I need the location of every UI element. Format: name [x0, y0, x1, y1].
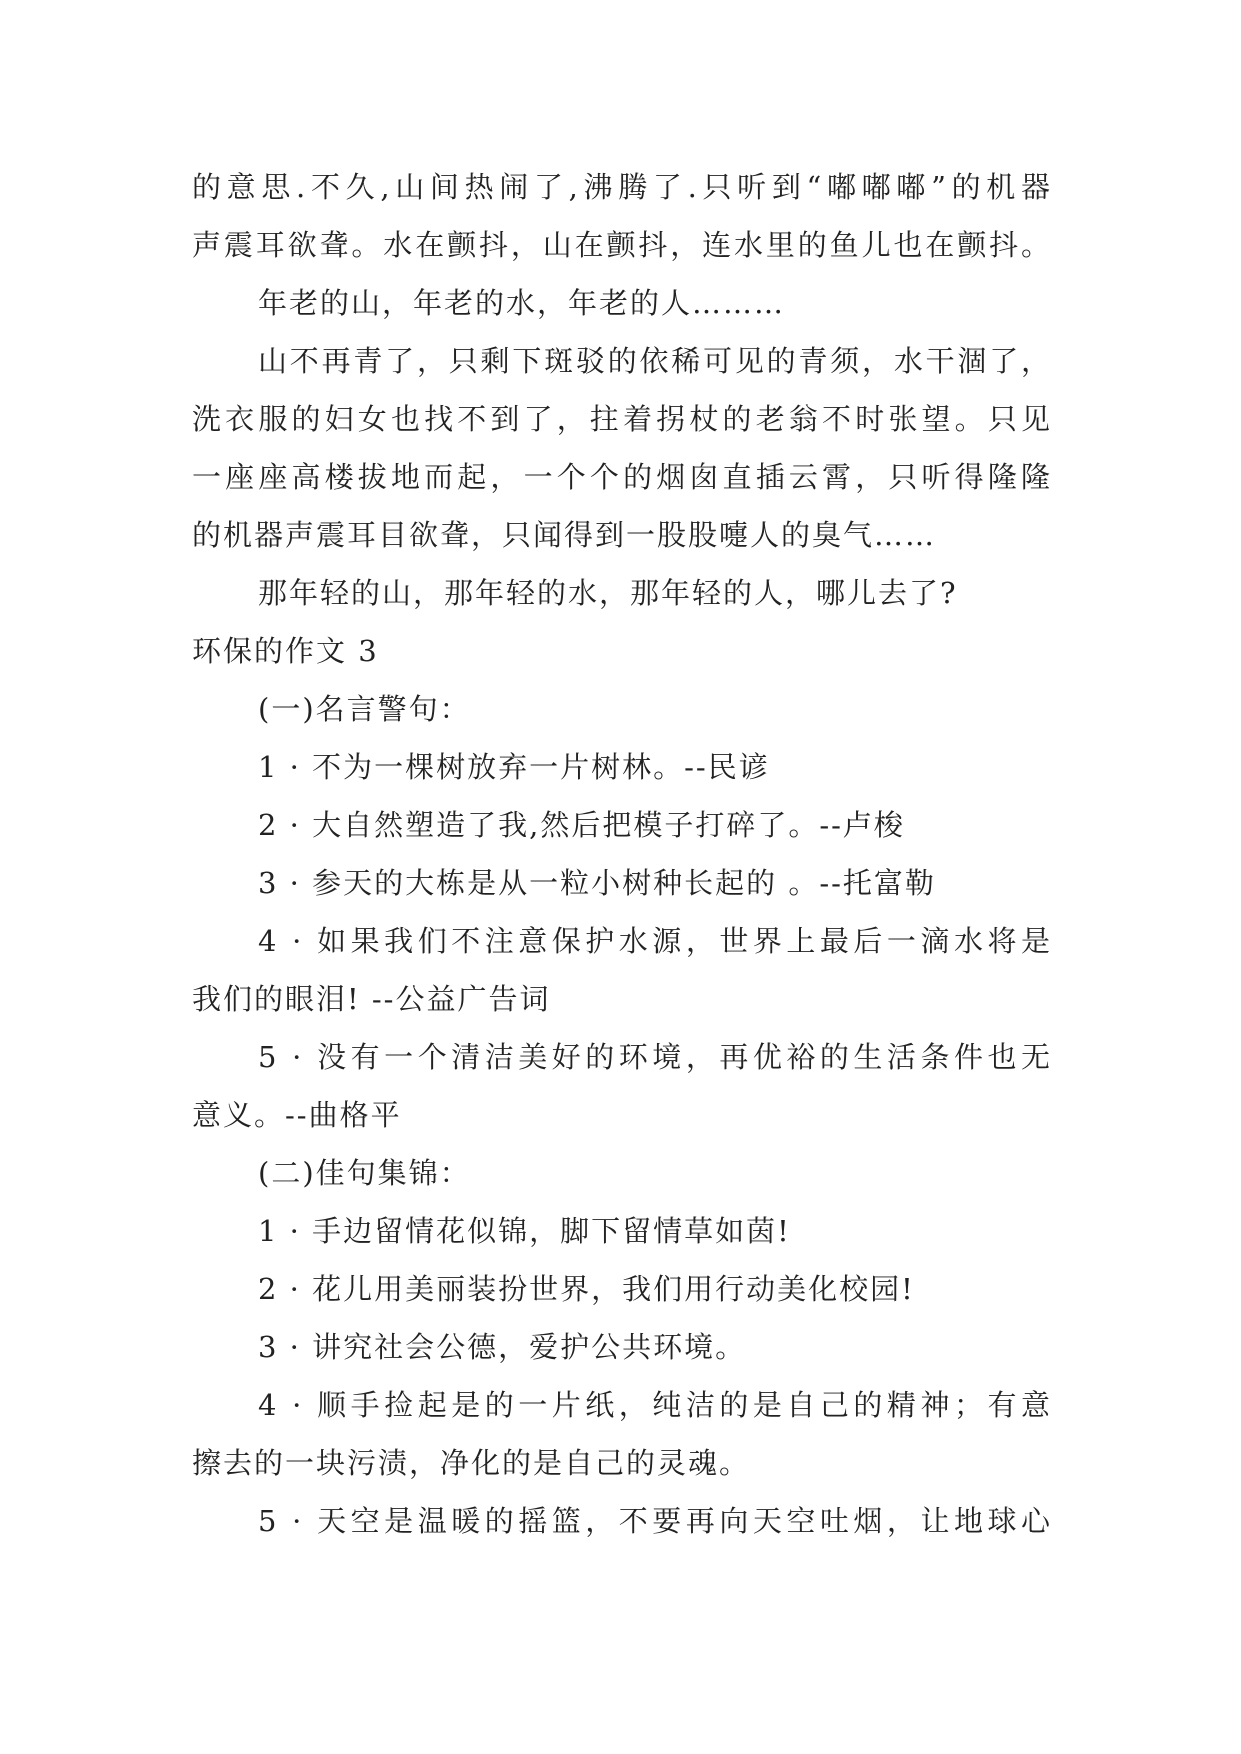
text-line: 擦去的一块污渍，净化的是自己的灵魂。	[192, 1446, 751, 1480]
text-line: 的意思.不久,山间热闹了,沸腾了.只听到“嘟嘟嘟”的机器	[192, 170, 1052, 204]
text-line: 山不再青了，只剩下斑驳的依稀可见的青须，水干涸了，	[258, 344, 1052, 378]
text-line: 1 · 手边留情花似锦，脚下留情草如茵!	[258, 1214, 791, 1248]
text-line: 5 · 没有一个清洁美好的环境，再优裕的生活条件也无	[258, 1040, 1052, 1074]
text-line: 4 · 顺手捡起是的一片纸，纯洁的是自己的精神；有意	[258, 1388, 1052, 1422]
text-line: 2 · 大自然塑造了我,然后把模子打碎了。--卢梭	[258, 808, 905, 842]
text-line: 4 · 如果我们不注意保护水源，世界上最后一滴水将是	[258, 924, 1052, 958]
text-line: 3 · 讲究社会公德，爱护公共环境。	[258, 1330, 747, 1364]
text-line: 我们的眼泪! --公益广告词	[192, 982, 551, 1016]
text-line: 1 · 不为一棵树放弃一片树林。--民谚	[258, 750, 770, 784]
text-line: 的机器声震耳目欲聋，只闻得到一股股嚏人的臭气……	[192, 518, 937, 552]
text-line: 2 · 花儿用美丽装扮世界，我们用行动美化校园!	[258, 1272, 915, 1306]
text-line: 3 · 参天的大栋是从一粒小树种长起的 。--托富勒	[258, 866, 936, 900]
text-line: (二)佳句集锦：	[258, 1156, 471, 1190]
text-line: 声震耳欲聋。水在颤抖，山在颤抖，连水里的鱼儿也在颤抖。	[192, 228, 1052, 262]
document-body	[192, 158, 1052, 1550]
text-line: 一座座高楼拔地而起，一个个的烟囱直插云霄，只听得隆隆	[192, 460, 1052, 494]
text-line: 5 · 天空是温暖的摇篮，不要再向天空吐烟，让地球心	[258, 1504, 1052, 1538]
text-line: 环保的作文 3	[192, 634, 379, 668]
text-line: 意义。--曲格平	[192, 1098, 402, 1132]
text-line: 那年轻的山，那年轻的水，那年轻的人，哪儿去了?	[258, 576, 958, 610]
text-line: 年老的山，年老的水，年老的人………	[258, 286, 786, 320]
text-line: 洗衣服的妇女也找不到了，拄着拐杖的老翁不时张望。只见	[192, 402, 1052, 436]
text-line: (一)名言警句：	[258, 692, 471, 726]
